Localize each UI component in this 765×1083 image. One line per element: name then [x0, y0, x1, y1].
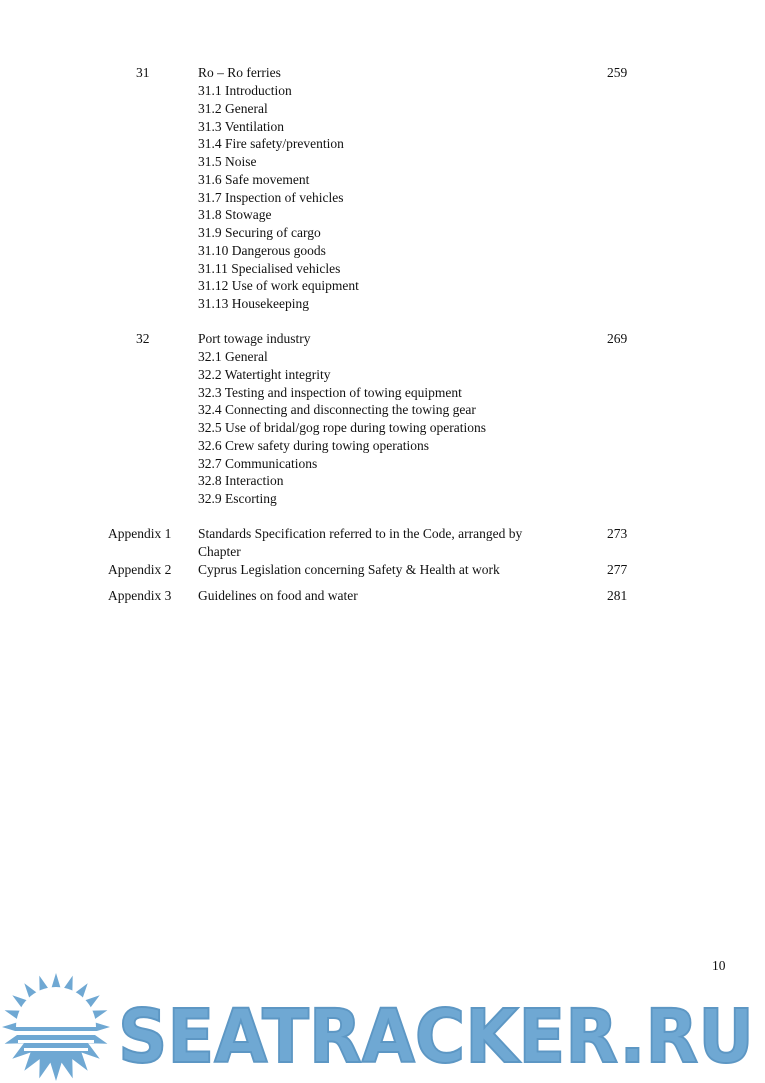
toc-section[interactable]: 31.1 Introduction [198, 83, 292, 98]
appendix-title: Guidelines on food and water [198, 588, 358, 603]
toc-section[interactable]: 32.6 Crew safety during towing operations [198, 437, 429, 453]
seatracker-watermark [0, 965, 765, 1083]
appendix-label: Appendix 3 [108, 588, 172, 603]
chapter-page: 269 [607, 331, 628, 346]
watermark-text: SEATRACKER.RU [118, 994, 754, 1080]
toc-section[interactable]: 31.5 Noise [198, 154, 257, 170]
toc-section[interactable]: 31.2 General [198, 100, 268, 116]
toc-section[interactable]: 31.13 Housekeeping [198, 296, 309, 312]
page-number: 10 [712, 958, 726, 973]
toc-chapter-31[interactable] [0, 64, 765, 82]
toc-section[interactable]: 32.5 Use of bridal/gog rope during towing operations [198, 420, 486, 436]
chapter-number: 32 [136, 331, 150, 346]
toc-sections-31 [198, 82, 359, 313]
toc-section[interactable]: 32.4 Connecting and disconnecting the towing gear [198, 402, 476, 418]
toc-chapter-32[interactable] [0, 330, 765, 348]
chapter-number: 31 [136, 65, 150, 80]
toc-sections-32 [198, 348, 486, 508]
appendix-page: 281 [607, 588, 628, 603]
toc-section[interactable]: 32.7 Communications [198, 455, 318, 471]
chapter-title: Port towage industry [198, 331, 311, 346]
toc-section[interactable]: 32.1 General [198, 349, 268, 364]
appendix-page: 277 [607, 562, 628, 577]
toc-section[interactable]: 32.8 Interaction [198, 473, 284, 489]
appendix-label: Appendix 2 [108, 562, 172, 577]
toc-section[interactable]: 31.7 Inspection of vehicles [198, 189, 344, 205]
toc-section[interactable]: 31.3 Ventilation [198, 118, 284, 134]
toc-appendix-2[interactable] [0, 561, 765, 579]
toc-section[interactable]: 32.3 Testing and inspection of towing equipment [198, 384, 462, 400]
appendix-page: 273 [607, 526, 628, 541]
sun-logo-icon [2, 973, 110, 1081]
toc-section[interactable]: 31.9 Securing of cargo [198, 225, 321, 241]
toc-section[interactable]: 31.12 Use of work equipment [198, 278, 359, 294]
toc-section[interactable]: 31.4 Fire safety/prevention [198, 136, 344, 152]
toc-section[interactable]: 32.2 Watertight integrity [198, 366, 331, 382]
toc-section[interactable]: 32.9 Escorting [198, 491, 277, 507]
toc-appendix-1[interactable] [0, 525, 765, 561]
chapter-page: 259 [607, 65, 628, 80]
appendix-title: Standards Specification referred to in the Code, arranged by Chapter [198, 526, 523, 559]
chapter-title: Ro – Ro ferries [198, 65, 281, 80]
toc-section[interactable]: 31.8 Stowage [198, 207, 272, 223]
toc-section[interactable]: 31.11 Specialised vehicles [198, 260, 341, 276]
toc-section[interactable]: 31.10 Dangerous goods [198, 242, 326, 258]
appendix-title: Cyprus Legislation concerning Safety & Health at work [198, 562, 500, 577]
appendix-label: Appendix 1 [108, 526, 172, 541]
toc-appendix-3[interactable] [0, 587, 765, 605]
toc-section[interactable]: 31.6 Safe movement [198, 171, 310, 187]
